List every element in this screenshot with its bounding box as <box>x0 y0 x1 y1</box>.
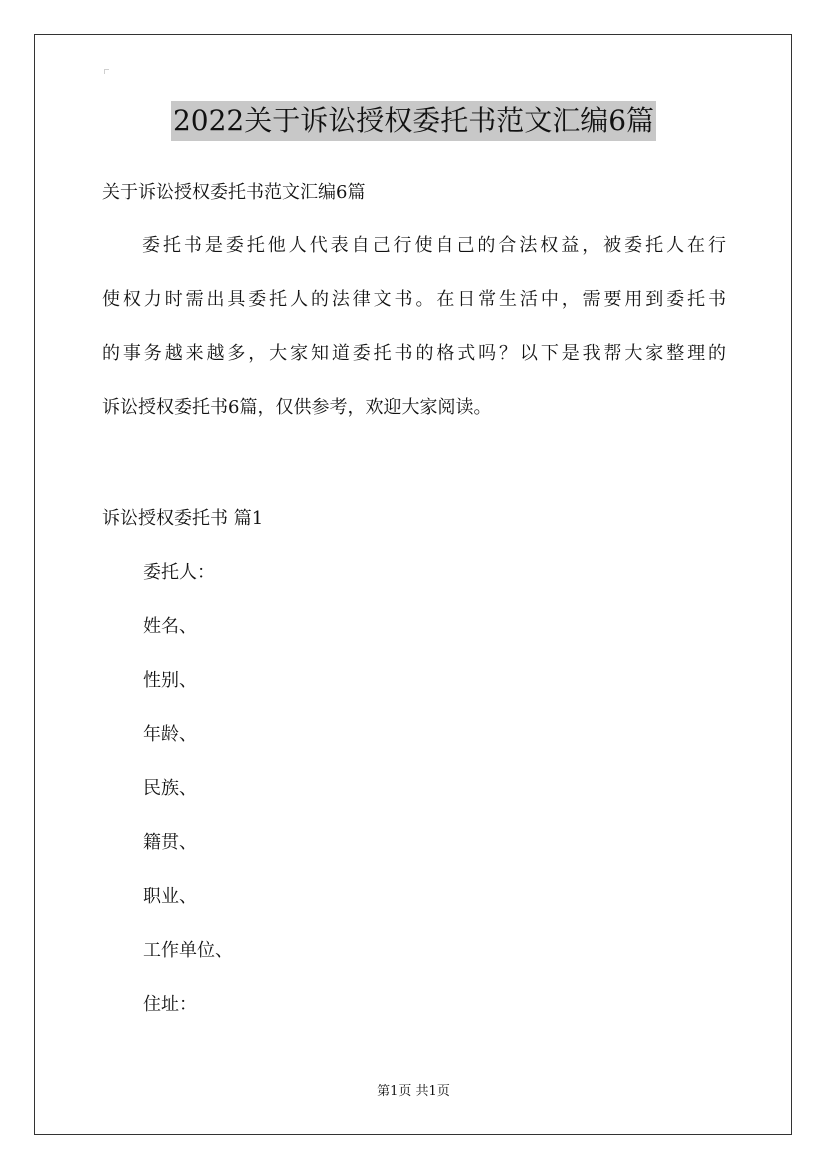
field-occupation: 职业、 <box>143 886 197 907</box>
field-gender: 性别、 <box>143 670 197 691</box>
field-address: 住址： <box>143 994 197 1015</box>
field-age: 年龄、 <box>143 724 197 745</box>
intro-line: 委托书是委托他人代表自己行使自己的合法权益，被委托人在行 <box>142 235 726 256</box>
intro-paragraph <box>102 233 726 449</box>
field-name: 姓名、 <box>143 616 197 637</box>
field-principal: 委托人： <box>143 562 215 583</box>
section-heading: 诉讼授权委托书 篇1 <box>102 508 264 529</box>
document-subtitle: 关于诉讼授权委托书范文汇编6篇 <box>102 182 366 203</box>
intro-line: 的事务越来越多，大家知道委托书的格式吗？以下是我帮大家整理的 <box>102 343 726 364</box>
field-ethnicity: 民族、 <box>143 778 197 799</box>
document-title: 2022关于诉讼授权委托书范文汇编6篇 <box>171 101 656 141</box>
corner-crop-mark <box>104 69 109 74</box>
field-native-place: 籍贯、 <box>143 832 197 853</box>
field-employer: 工作单位、 <box>143 940 233 961</box>
intro-line: 诉讼授权委托书6篇，仅供参考，欢迎大家阅读。 <box>102 397 492 418</box>
title-container <box>0 101 827 141</box>
intro-line: 使权力时需出具委托人的法律文书。在日常生活中，需要用到委托书 <box>102 289 726 310</box>
page-footer: 第1页 共1页 <box>377 1084 450 1099</box>
principal-fields-list <box>143 560 233 1046</box>
